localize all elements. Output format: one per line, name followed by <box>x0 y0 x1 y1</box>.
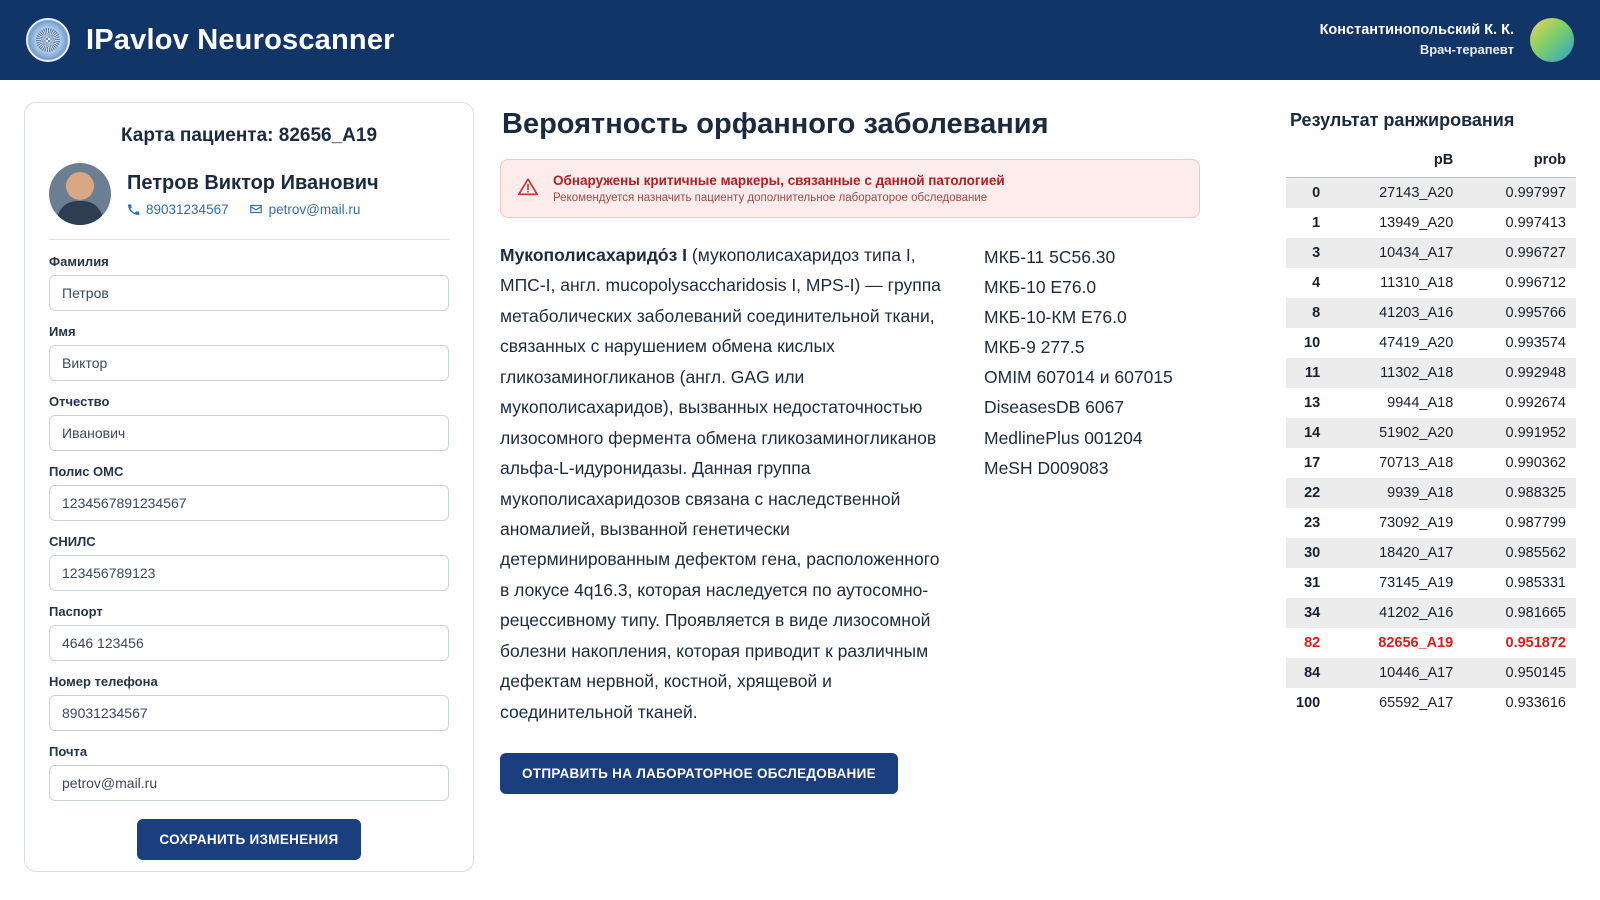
row-index: 3 <box>1312 245 1321 261</box>
table-row[interactable] <box>1286 298 1576 328</box>
brand <box>26 18 395 62</box>
ranking-table <box>1286 147 1576 718</box>
code-item: МКБ-10 E76.0 <box>984 277 1097 298</box>
row-index: 84 <box>1304 665 1321 681</box>
passport-field[interactable] <box>49 625 449 661</box>
row-prob: 0.992948 <box>1505 365 1566 381</box>
field-passport <box>49 604 449 661</box>
page-body <box>0 80 1600 900</box>
label-phone: Номер телефона <box>49 674 158 689</box>
patient-card-title: Карта пациента: 82656_A19 <box>120 125 378 146</box>
row-prob: 0.950145 <box>1505 665 1566 681</box>
field-phone <box>49 674 449 731</box>
row-prob: 0.933616 <box>1505 695 1566 711</box>
row-pb: 82656_A19 <box>1378 635 1454 651</box>
patient-name: Петров Виктор Иванович <box>127 171 379 194</box>
field-firstname <box>49 324 449 381</box>
row-prob: 0.981665 <box>1505 605 1566 621</box>
code-item: МКБ-9 277.5 <box>984 337 1085 358</box>
firstname-field[interactable] <box>49 345 449 381</box>
row-index: 0 <box>1312 185 1321 201</box>
row-index: 8 <box>1312 305 1321 321</box>
table-row[interactable] <box>1286 688 1576 718</box>
disease-codes-list <box>984 240 1173 727</box>
row-index: 17 <box>1304 455 1321 471</box>
send-to-lab-button[interactable]: ОТПРАВИТЬ НА ЛАБОРАТОРНОЕ ОБСЛЕДОВАНИЕ <box>500 753 898 794</box>
row-pb: 11310_A18 <box>1380 275 1454 291</box>
table-row[interactable] <box>1286 478 1576 508</box>
row-index: 13 <box>1304 395 1321 411</box>
save-button-wrap <box>49 819 449 860</box>
user-role: Врач-терапевт <box>1419 42 1514 58</box>
envelope-icon <box>249 202 263 216</box>
column-pb: pB <box>1330 147 1463 178</box>
row-prob: 0.996727 <box>1505 245 1566 261</box>
row-prob: 0.991952 <box>1505 425 1566 441</box>
field-oms-policy <box>49 464 449 521</box>
table-row[interactable] <box>1286 328 1576 358</box>
page-title: Вероятность орфанного заболевания <box>502 108 1049 140</box>
row-prob: 0.990362 <box>1505 455 1566 471</box>
label-snils: СНИЛС <box>49 534 96 549</box>
patronymic-field[interactable] <box>49 415 449 451</box>
patient-phone[interactable] <box>127 202 229 217</box>
table-row[interactable] <box>1286 388 1576 418</box>
row-pb: 27143_A20 <box>1379 185 1454 201</box>
row-pb: 73092_A19 <box>1379 515 1454 531</box>
row-prob: 0.995766 <box>1505 305 1566 321</box>
user-text <box>1320 20 1514 60</box>
table-row[interactable] <box>1286 268 1576 298</box>
row-pb: 10434_A17 <box>1379 245 1454 261</box>
row-pb: 10446_A17 <box>1379 665 1454 681</box>
avatar[interactable] <box>1530 18 1574 62</box>
row-prob: 0.985331 <box>1505 575 1566 591</box>
row-pb: 47419_A20 <box>1379 335 1454 351</box>
row-index: 14 <box>1304 425 1321 441</box>
field-snils <box>49 534 449 591</box>
alert-text <box>553 173 1005 204</box>
row-pb: 41203_A16 <box>1379 305 1454 321</box>
code-item: МКБ-11 5C56.30 <box>984 247 1116 267</box>
patient-email-text: petrov@mail.ru <box>268 201 361 217</box>
label-patronymic: Отчество <box>49 394 110 409</box>
field-email <box>49 744 449 801</box>
row-pb: 18420_A17 <box>1379 545 1454 561</box>
ranking-panel <box>1286 102 1576 900</box>
app-title: IPavlov Neuroscanner <box>86 23 395 56</box>
label-email: Почта <box>49 744 88 759</box>
row-prob: 0.993574 <box>1505 335 1566 351</box>
patient-card <box>24 102 474 872</box>
code-item: МКБ-10-КМ E76.0 <box>984 307 1127 328</box>
row-index: 30 <box>1304 545 1321 561</box>
ranking-header-row <box>1286 147 1576 178</box>
row-prob: 0.951872 <box>1505 635 1566 651</box>
row-index: 82 <box>1304 635 1321 651</box>
code-item: DiseasesDB 6067 <box>984 397 1125 418</box>
row-pb: 11302_A18 <box>1380 365 1454 381</box>
phone-field[interactable] <box>49 695 449 731</box>
label-passport: Паспорт <box>49 604 103 619</box>
row-index: 1 <box>1312 215 1321 231</box>
table-row[interactable] <box>1286 178 1576 209</box>
row-index: 4 <box>1312 275 1321 291</box>
critical-markers-alert <box>500 159 1200 218</box>
disease-description-text: (мукополисахаридоз типа I, МПС-I, англ. mucopolysaccharidosis I, MPS-I) — группа метаболических заболеваний соединительной ткани, связанных с нарушением обмена кислых гликозаминогликанов (англ. GAG или мукополисахаридов), вызванных недостаточностью лизосомного фермента обмена гликозаминогликанов альфа-L-идуронидазы. Данная группа мукополисахаридозов связана с наследственной аномалией, вызванной генетически детерминированным дефектом гена, расположенного в локусе 4q16.3, которая наследуется по аутосомно-рецессивному типу. Проявляется в виде лизосомной болезни накопления, которая приводит к различным дефектам нервной, костной, хрящевой и соединительной тканей. <box>500 245 941 722</box>
code-item: MeSH D009083 <box>984 457 1109 478</box>
table-row[interactable] <box>1286 238 1576 268</box>
row-prob: 0.987799 <box>1505 515 1566 531</box>
ranking-table-body <box>1286 178 1576 719</box>
row-pb: 9944_A18 <box>1387 395 1454 411</box>
warning-triangle-icon <box>517 176 539 203</box>
table-row[interactable] <box>1286 448 1576 478</box>
field-patronymic <box>49 394 449 451</box>
user-block[interactable] <box>1320 18 1574 62</box>
row-index: 22 <box>1304 485 1321 501</box>
alert-subtitle: Рекомендуется назначить пациенту дополнительное лабораторое обследование <box>553 192 988 204</box>
row-prob: 0.985562 <box>1505 545 1566 561</box>
row-pb: 70713_A18 <box>1379 455 1454 471</box>
disease-name: Мукополисахаридо́з I <box>500 245 688 265</box>
table-row[interactable] <box>1286 508 1576 538</box>
email-field[interactable] <box>49 765 449 801</box>
send-button-wrap <box>500 753 1250 794</box>
row-index: 10 <box>1304 335 1321 351</box>
patient-phone-text: 89031234567 <box>146 201 229 217</box>
ranking-table-head <box>1286 147 1576 178</box>
code-item: MedlinePlus 001204 <box>984 427 1143 448</box>
field-surname <box>49 254 449 311</box>
row-prob: 0.997413 <box>1505 215 1566 231</box>
patient-summary <box>49 163 449 225</box>
card-divider <box>49 239 449 240</box>
row-pb: 9939_A18 <box>1387 485 1454 501</box>
row-index: 34 <box>1304 605 1321 621</box>
table-row[interactable] <box>1286 538 1576 568</box>
row-prob: 0.988325 <box>1505 485 1566 501</box>
row-prob: 0.992674 <box>1505 395 1566 411</box>
content-columns <box>500 240 1250 727</box>
table-row[interactable] <box>1286 658 1576 688</box>
brain-logo-icon <box>26 18 70 62</box>
phone-icon <box>127 203 140 216</box>
user-name: Константинопольский К. К. <box>1319 22 1514 39</box>
snils-field[interactable] <box>49 555 449 591</box>
row-pb: 65592_A17 <box>1379 695 1454 711</box>
app-header <box>0 0 1600 80</box>
row-pb: 13949_A20 <box>1379 215 1454 231</box>
column-prob: prob <box>1463 147 1576 178</box>
table-row[interactable] <box>1286 418 1576 448</box>
patient-contacts <box>127 202 379 217</box>
patient-summary-text <box>127 172 379 217</box>
row-pb: 41202_A16 <box>1379 605 1454 621</box>
table-row[interactable] <box>1286 358 1576 388</box>
row-index: 11 <box>1304 365 1321 381</box>
label-firstname: Имя <box>49 324 76 339</box>
row-index: 23 <box>1304 515 1321 531</box>
ranking-title: Результат ранжирования <box>1290 110 1515 130</box>
patient-photo <box>49 163 111 225</box>
label-surname: Фамилия <box>49 254 109 269</box>
disease-description <box>500 240 950 727</box>
row-prob: 0.997997 <box>1505 185 1566 201</box>
save-changes-button[interactable]: СОХРАНИТЬ ИЗМЕНЕНИЯ <box>137 819 360 860</box>
alert-title: Обнаружены критичные маркеры, связанные с данной патологией <box>553 173 1005 188</box>
row-pb: 73145_A19 <box>1379 575 1454 591</box>
main-panel <box>500 102 1260 900</box>
row-pb: 51902_A20 <box>1379 425 1454 441</box>
row-index: 100 <box>1296 695 1321 711</box>
code-item: OMIM 607014 и 607015 <box>984 367 1173 388</box>
surname-field[interactable] <box>49 275 449 311</box>
table-row[interactable] <box>1286 628 1576 658</box>
table-row[interactable] <box>1286 568 1576 598</box>
patient-email[interactable] <box>249 202 361 217</box>
label-oms-policy: Полис ОМС <box>49 464 124 479</box>
row-index: 31 <box>1304 575 1321 591</box>
column-index <box>1286 147 1330 178</box>
oms-policy-field[interactable] <box>49 485 449 521</box>
row-prob: 0.996712 <box>1505 275 1566 291</box>
table-row[interactable] <box>1286 598 1576 628</box>
table-row[interactable] <box>1286 208 1576 238</box>
